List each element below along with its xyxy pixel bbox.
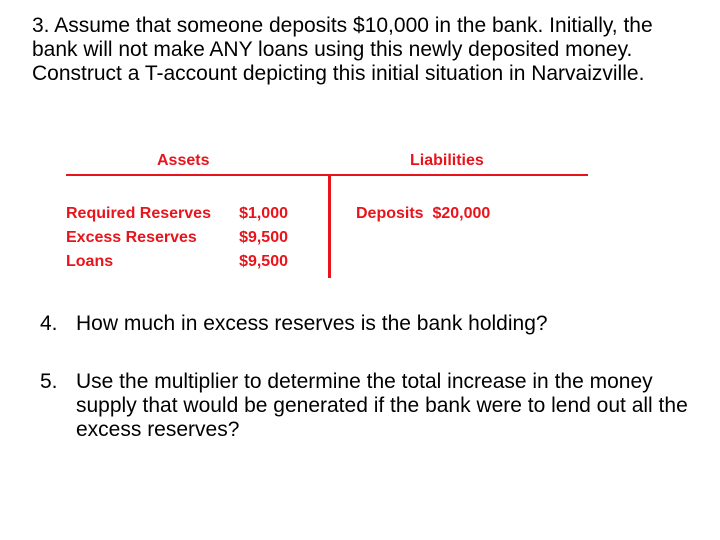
question-4: [40, 312, 700, 336]
asset-label: Required Reserves: [66, 205, 211, 222]
t-account-top-line: [66, 174, 588, 176]
asset-amount: $1,000: [239, 205, 288, 222]
question-number: 4.: [40, 312, 58, 335]
assets-header: Assets: [157, 152, 210, 169]
asset-label: Loans: [66, 253, 114, 270]
asset-amount: $9,500: [239, 253, 288, 270]
liability-amount: $20,000: [432, 205, 491, 222]
question-3-text: 3. Assume that someone deposits $10,000 in the bank. Initially, the bank will not make ANY loans using this newly deposited money. Construct a T-account depicting this initial situation in Narvaizville.: [32, 14, 653, 85]
question-text: How much in excess reserves is the bank holding?: [76, 312, 548, 335]
liability-row-deposits: [356, 202, 490, 226]
t-account-divider-line: [328, 174, 331, 278]
asset-label: Excess Reserves: [66, 229, 197, 246]
asset-amount: $9,500: [239, 229, 288, 246]
question-5: [40, 370, 700, 442]
question-number: 5.: [40, 370, 58, 393]
liability-label: Deposits: [356, 205, 424, 222]
question-text: Use the multiplier to determine the total increase in the money supply that would be generated if the bank were to lend out all the excess reserves?: [76, 370, 688, 441]
liabilities-header: Liabilities: [410, 152, 484, 169]
